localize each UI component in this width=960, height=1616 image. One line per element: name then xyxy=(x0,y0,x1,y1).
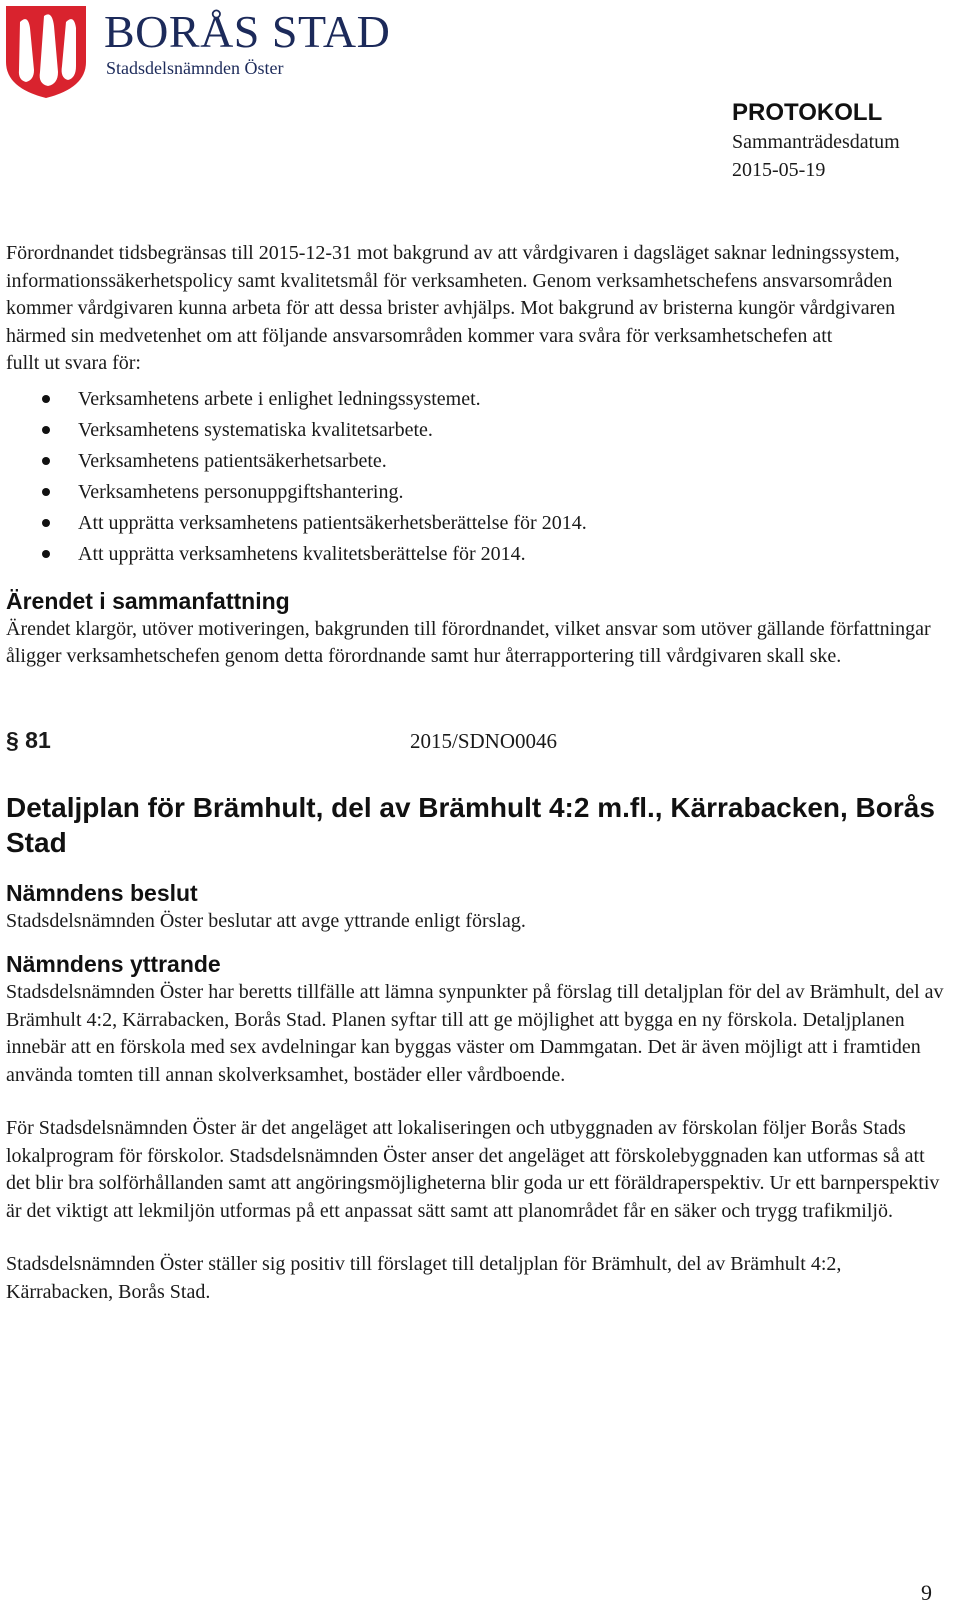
document-type: PROTOKOLL xyxy=(732,99,883,126)
list-item: Verksamhetens arbete i enlighet ledningssystemet. xyxy=(6,384,946,415)
responsibility-list xyxy=(6,384,946,570)
meeting-date: 2015-05-19 xyxy=(732,159,826,181)
statement-paragraph: Stadsdelsnämnden Öster har beretts tillfälle att lämna synpunkter på förslag till detaljplan för del av Brämhult, del av Brämhult 4:2, Kärrabacken, Borås Stad. Planen syftar till att ge möjlighet att bygga en ny förskola. Detaljplanen innebär att en förskola med sex avdelningar kan byggas väster om Dammgatan. Det är även möjligt att i framtiden använda tomten till annan skolverksamhet, bostäder eller vårdboende. xyxy=(6,981,944,1086)
list-item: Verksamhetens systematiska kvalitetsarbete. xyxy=(6,415,946,446)
bullet-icon xyxy=(42,457,50,465)
list-item: Verksamhetens personuppgiftshantering. xyxy=(6,477,946,508)
intro-paragraph-end: fullt ut svara för: xyxy=(6,352,141,374)
page-number: 9 xyxy=(921,1580,932,1605)
summary-text: Ärendet klargör, utöver motiveringen, bakgrunden till förordnandet, vilket ansvar som utöver gällande författningar åligger verksamhetschefen genom detta förordnande samt hur återrapportering till vårdgivaren skall ske. xyxy=(6,617,931,667)
decision-text: Stadsdelsnämnden Öster beslutar att avge yttrande enligt förslag. xyxy=(6,909,526,932)
document-meta xyxy=(732,98,952,184)
bullet-icon xyxy=(42,550,50,558)
bullet-icon xyxy=(42,519,50,527)
decision-heading: Nämndens beslut xyxy=(6,879,198,906)
bullet-icon xyxy=(42,488,50,496)
section-number: § 81 xyxy=(6,726,51,753)
list-item: Att upprätta verksamhetens patientsäkerhetsberättelse för 2014. xyxy=(6,508,946,539)
bullet-icon xyxy=(42,426,50,434)
section-title: Detaljplan för Brämhult, del av Brämhult 4:2 m.fl., Kärrabacken, Borås Stad xyxy=(6,791,935,858)
bullet-icon xyxy=(42,395,50,403)
statement-paragraph: Stadsdelsnämnden Öster ställer sig positiv till förslaget till detaljplan för Brämhult, del av Brämhult 4:2, Kärrabacken, Borås Stad. xyxy=(6,1253,842,1303)
org-name: BORÅS STAD xyxy=(104,6,391,57)
list-item: Verksamhetens patientsäkerhetsarbete. xyxy=(6,446,946,477)
statement-heading: Nämndens yttrande xyxy=(6,951,221,977)
section-header xyxy=(6,727,946,754)
meeting-date-label: Sammanträdesdatum xyxy=(732,131,900,153)
protocol-content xyxy=(6,240,946,1306)
list-item: Att upprätta verksamhetens kvalitetsberättelse för 2014. xyxy=(6,539,946,570)
statement-paragraph: För Stadsdelsnämnden Öster är det angeläget att lokaliseringen och utbyggnaden av förskolan följer Borås Stads lokalprogram för förskolor. Stadsdelsnämnden Öster anser det angeläget att förskolebyggnaden kan utformas så att det blir bra solförhållanden samt att angöringsmöjligheterna blir goda ur ett föräldraperspektiv. Ur ett barnperspektiv är det viktigt att lekmiljön utformas på ett anpassat sätt samt att planområdet får en säker och trygg trafikmiljö. xyxy=(6,1117,940,1222)
org-unit: Stadsdelsnämnden Öster xyxy=(106,58,284,78)
case-reference: 2015/SDNO0046 xyxy=(410,728,558,753)
summary-heading: Ärendet i sammanfattning xyxy=(6,587,290,614)
boras-stad-logo xyxy=(4,4,88,100)
intro-paragraph: Förordnandet tidsbegränsas till 2015-12-31 mot bakgrund av att vårdgivaren i dagsläget saknar ledningssystem, informationssäkerhetspolicy samt kvalitetsmål för verksamheten. Genom verksamhetschefens ansvarsområden kommer vårdgivaren kunna arbeta för att dessa brister avhjälps. Mot bakgrund av bristerna kungör vårdgivaren härmed sin medvetenhet om att följande ansvarsområden kommer vara svåra för verksamhetschefen att xyxy=(6,242,900,347)
